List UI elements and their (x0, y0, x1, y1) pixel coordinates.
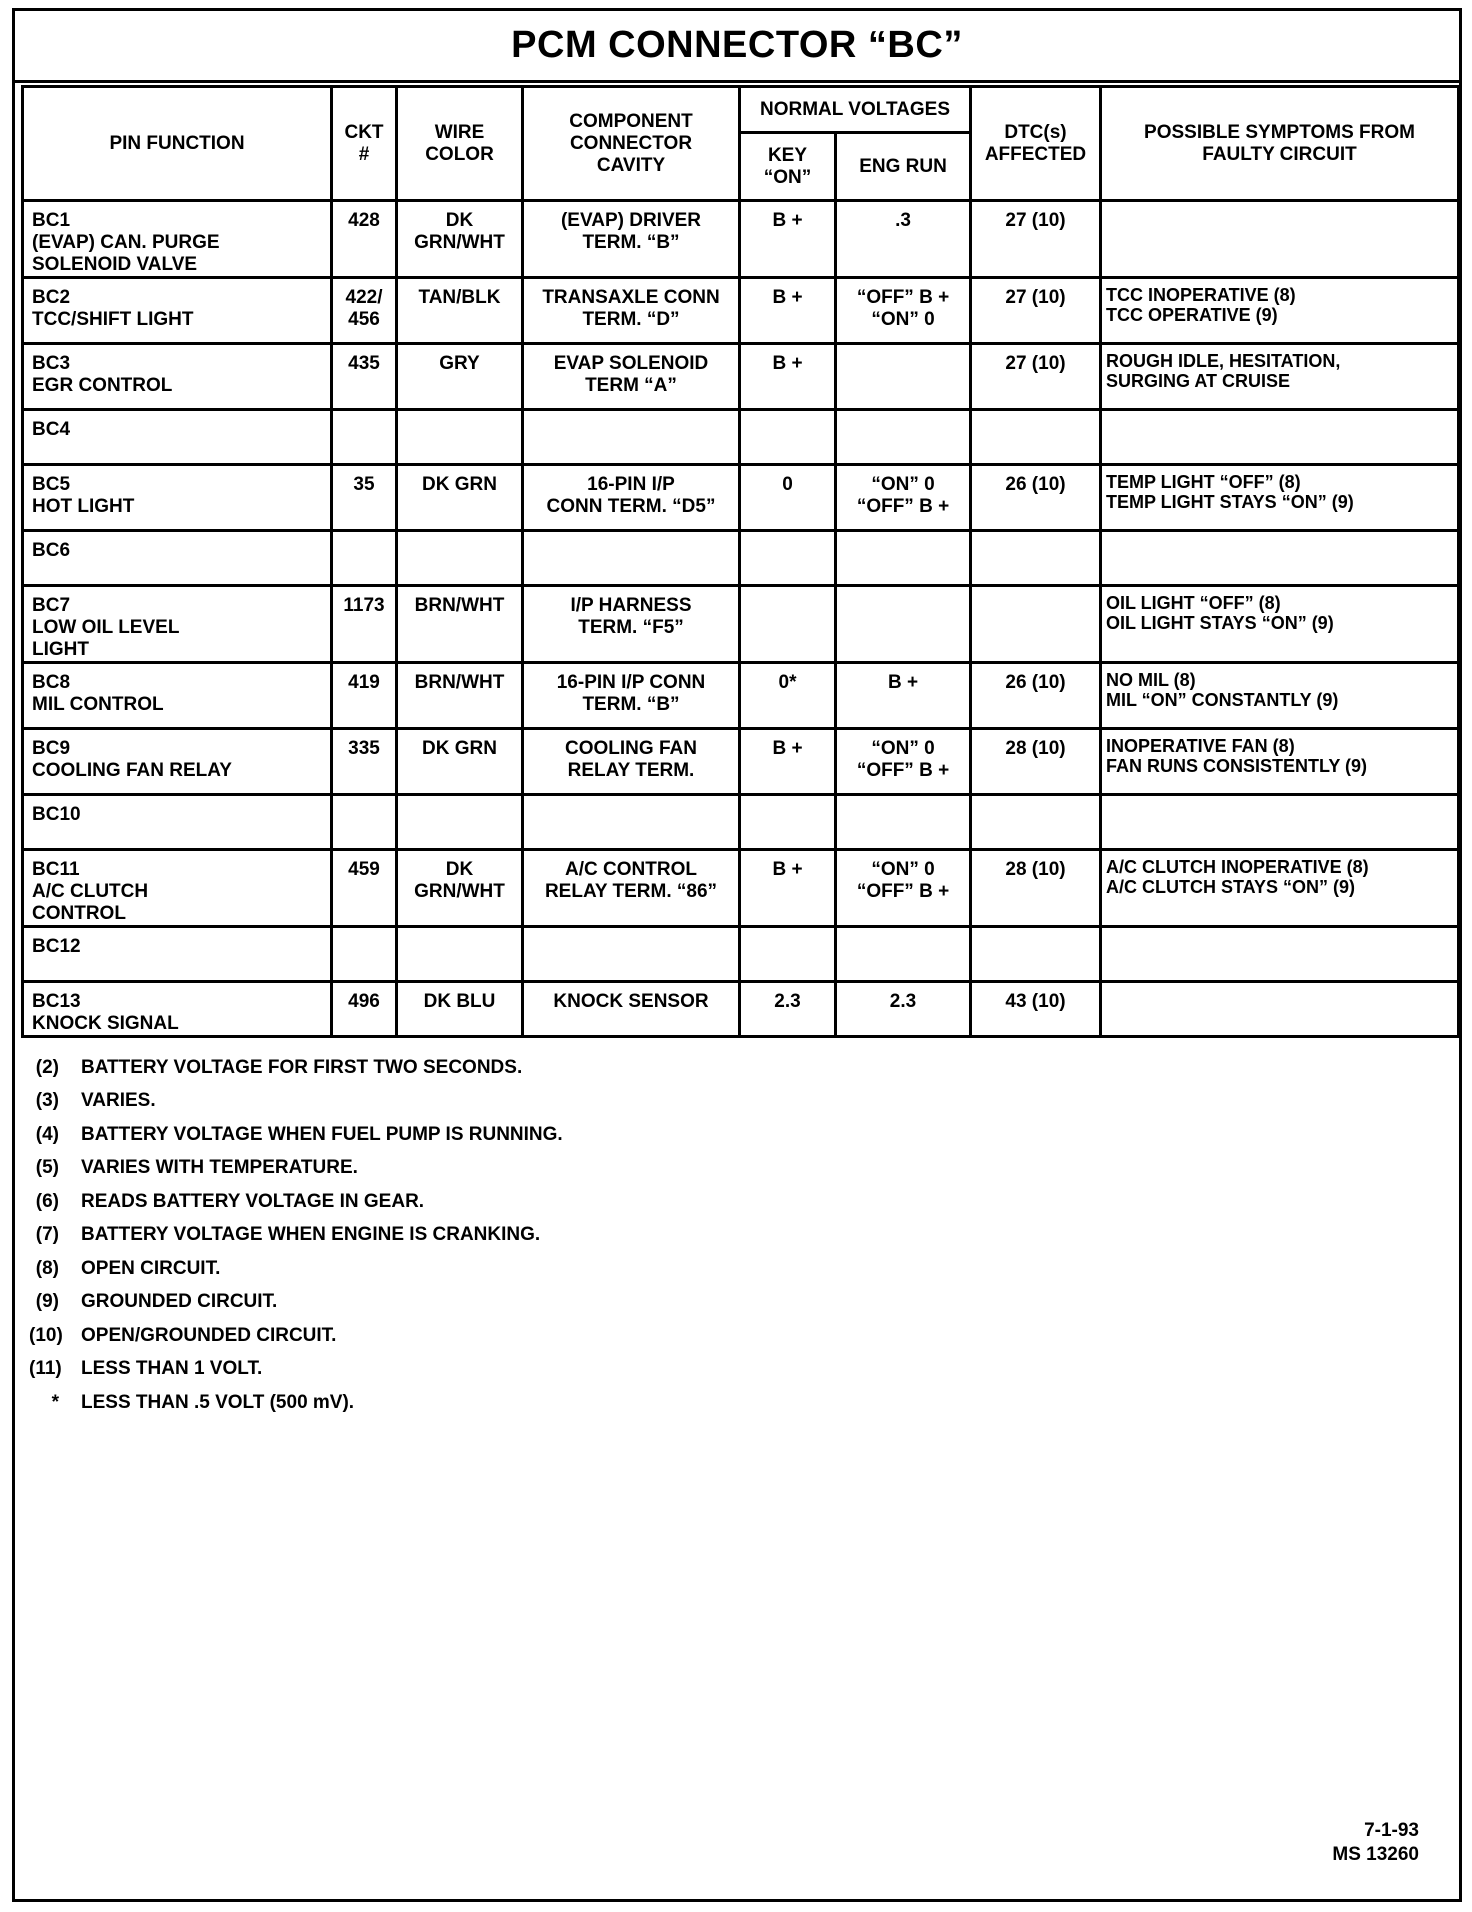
component-cell (523, 531, 740, 586)
pin-id: BC5 (32, 474, 71, 495)
footnote-item (29, 1118, 929, 1152)
ckt-cell: 419 (332, 663, 397, 729)
table-row (23, 344, 1459, 410)
pin-label: (EVAP) CAN. PURGE SOLENOID VALVE (32, 232, 220, 275)
pin-id: BC9 (32, 738, 71, 759)
wire-color-cell: TAN/BLK (397, 278, 523, 344)
eng-run-cell: “ON” 0 “OFF” B + (836, 465, 971, 531)
dtc-cell: 27 (10) (971, 201, 1101, 278)
pin-function-cell (23, 982, 332, 1037)
dtc-cell (971, 795, 1101, 850)
component-cell: 16-PIN I/P CONN TERM. “D5” (523, 465, 740, 531)
pin-function-cell (23, 344, 332, 410)
table-row (23, 729, 1459, 795)
eng-run-cell (836, 795, 971, 850)
eng-run-cell (836, 586, 971, 663)
pin-id: BC7 (32, 595, 71, 616)
wire-color-cell: DK GRN/WHT (397, 850, 523, 927)
ckt-cell (332, 795, 397, 850)
key-on-cell: 0 (740, 465, 836, 531)
header-key-on: KEY “ON” (740, 133, 836, 201)
footnote-text: BATTERY VOLTAGE FOR FIRST TWO SECONDS. (81, 1056, 523, 1078)
component-cell (523, 795, 740, 850)
footnote-item (29, 1386, 929, 1420)
ckt-cell: 35 (332, 465, 397, 531)
pin-id: BC6 (32, 540, 71, 561)
dtc-cell (971, 531, 1101, 586)
pin-id: BC8 (32, 672, 71, 693)
table-row (23, 586, 1459, 663)
pin-function-cell (23, 663, 332, 729)
footnote-key: (3) (35, 1090, 59, 1112)
ckt-cell (332, 410, 397, 465)
wire-color-cell: GRY (397, 344, 523, 410)
pin-label: COOLING FAN RELAY (32, 760, 232, 781)
pin-function-cell (23, 795, 332, 850)
wire-color-cell (397, 410, 523, 465)
footnote-item (29, 1051, 929, 1085)
pin-id: BC3 (32, 353, 71, 374)
component-cell: KNOCK SENSOR (523, 982, 740, 1037)
component-cell: COOLING FAN RELAY TERM. (523, 729, 740, 795)
eng-run-cell (836, 927, 971, 982)
pin-id: BC4 (32, 419, 71, 440)
symptoms-cell (1101, 927, 1459, 982)
footnote-item (29, 1219, 929, 1253)
dtc-cell: 26 (10) (971, 663, 1101, 729)
dtc-cell: 27 (10) (971, 344, 1101, 410)
page-title: PCM CONNECTOR “BC” (15, 11, 1459, 83)
table-row (23, 927, 1459, 982)
dtc-cell (971, 927, 1101, 982)
key-on-cell (740, 795, 836, 850)
header-pin-function: PIN FUNCTION (23, 87, 332, 201)
footnote-item (29, 1286, 929, 1320)
ckt-cell (332, 927, 397, 982)
eng-run-cell (836, 410, 971, 465)
dtc-cell: 28 (10) (971, 850, 1101, 927)
pin-label: KNOCK SIGNAL (32, 1013, 179, 1034)
header-component: COMPONENT CONNECTOR CAVITY (523, 87, 740, 201)
pin-label: EGR CONTROL (32, 375, 173, 396)
key-on-cell: B + (740, 729, 836, 795)
eng-run-cell: B + (836, 663, 971, 729)
pin-table (21, 85, 1460, 1038)
ckt-cell: 459 (332, 850, 397, 927)
dtc-cell (971, 410, 1101, 465)
footnote-key: (5) (35, 1157, 59, 1179)
key-on-cell: 0* (740, 663, 836, 729)
symptoms-cell (1101, 982, 1459, 1037)
pin-function-cell (23, 410, 332, 465)
footnote-text: LESS THAN .5 VOLT (500 mV). (81, 1391, 355, 1413)
header-dtc: DTC(s) AFFECTED (971, 87, 1101, 201)
footnote-item (29, 1252, 929, 1286)
table-row (23, 531, 1459, 586)
footnote-text: GROUNDED CIRCUIT. (81, 1291, 278, 1313)
pin-label: HOT LIGHT (32, 496, 135, 517)
eng-run-cell: “OFF” B + “ON” 0 (836, 278, 971, 344)
component-cell: 16-PIN I/P CONN TERM. “B” (523, 663, 740, 729)
component-cell: A/C CONTROL RELAY TERM. “86” (523, 850, 740, 927)
symptoms-cell: ROUGH IDLE, HESITATION, SURGING AT CRUISE (1101, 344, 1459, 410)
key-on-cell: B + (740, 278, 836, 344)
key-on-cell (740, 531, 836, 586)
header-ckt: CKT # (332, 87, 397, 201)
symptoms-cell: TEMP LIGHT “OFF” (8) TEMP LIGHT STAYS “ON” (9) (1101, 465, 1459, 531)
footnote-text: OPEN/GROUNDED CIRCUIT. (81, 1324, 337, 1346)
wire-color-cell: DK BLU (397, 982, 523, 1037)
wire-color-cell (397, 795, 523, 850)
header-symptoms: POSSIBLE SYMPTOMS FROM FAULTY CIRCUIT (1101, 87, 1459, 201)
eng-run-cell: .3 (836, 201, 971, 278)
symptoms-cell (1101, 201, 1459, 278)
header-normal-voltages: NORMAL VOLTAGES (740, 87, 971, 133)
header-eng-run: ENG RUN (836, 133, 971, 201)
table-row (23, 278, 1459, 344)
footnote-text: BATTERY VOLTAGE WHEN ENGINE IS CRANKING. (81, 1224, 541, 1246)
eng-run-cell (836, 344, 971, 410)
pin-id: BC13 (32, 991, 81, 1012)
wire-color-cell: DK GRN (397, 465, 523, 531)
table-row (23, 201, 1459, 278)
table-row (23, 465, 1459, 531)
table-row (23, 410, 1459, 465)
pin-function-cell (23, 586, 332, 663)
ckt-cell: 335 (332, 729, 397, 795)
eng-run-cell: “ON” 0 “OFF” B + (836, 729, 971, 795)
symptoms-cell: INOPERATIVE FAN (8) FAN RUNS CONSISTENTLY (9) (1101, 729, 1459, 795)
footnote-key: (2) (35, 1056, 59, 1078)
pin-label: LOW OIL LEVEL LIGHT (32, 617, 180, 660)
footnote-item (29, 1353, 929, 1387)
dtc-cell (971, 586, 1101, 663)
pin-function-cell (23, 850, 332, 927)
dtc-cell: 28 (10) (971, 729, 1101, 795)
table-row (23, 663, 1459, 729)
symptoms-cell (1101, 531, 1459, 586)
ckt-cell: 1173 (332, 586, 397, 663)
pin-function-cell (23, 729, 332, 795)
pin-function-cell (23, 465, 332, 531)
key-on-cell (740, 927, 836, 982)
document-footer (1332, 1819, 1419, 1867)
pin-function-cell (23, 531, 332, 586)
key-on-cell: B + (740, 201, 836, 278)
pin-label: A/C CLUTCH CONTROL (32, 881, 149, 924)
footnote-key: * (51, 1391, 59, 1413)
footnote-key: (10) (29, 1324, 63, 1346)
ckt-cell: 435 (332, 344, 397, 410)
footer-date: 7-1-93 (1364, 1820, 1419, 1841)
footnote-key: (9) (35, 1291, 59, 1313)
component-cell (523, 410, 740, 465)
pin-id: BC10 (32, 804, 81, 825)
key-on-cell: B + (740, 850, 836, 927)
ckt-cell: 428 (332, 201, 397, 278)
footnote-item (29, 1152, 929, 1186)
footnote-key: (7) (35, 1224, 59, 1246)
wire-color-cell (397, 927, 523, 982)
document-sheet (12, 8, 1462, 1902)
pin-function-cell (23, 278, 332, 344)
pin-label: TCC/SHIFT LIGHT (32, 309, 194, 330)
footnote-key: (11) (29, 1358, 62, 1380)
dtc-cell: 27 (10) (971, 278, 1101, 344)
symptoms-cell: OIL LIGHT “OFF” (8) OIL LIGHT STAYS “ON” (9) (1101, 586, 1459, 663)
component-cell: TRANSAXLE CONN TERM. “D” (523, 278, 740, 344)
footnotes (29, 1051, 929, 1420)
pin-label: MIL CONTROL (32, 694, 164, 715)
symptoms-cell: A/C CLUTCH INOPERATIVE (8) A/C CLUTCH STAYS “ON” (9) (1101, 850, 1459, 927)
wire-color-cell: BRN/WHT (397, 586, 523, 663)
component-cell: I/P HARNESS TERM. “F5” (523, 586, 740, 663)
wire-color-cell: DK GRN/WHT (397, 201, 523, 278)
ckt-cell: 496 (332, 982, 397, 1037)
symptoms-cell: TCC INOPERATIVE (8) TCC OPERATIVE (9) (1101, 278, 1459, 344)
footnote-key: (6) (35, 1190, 59, 1212)
table-row (23, 850, 1459, 927)
footnote-item (29, 1085, 929, 1119)
key-on-cell (740, 410, 836, 465)
pin-function-cell (23, 927, 332, 982)
key-on-cell: B + (740, 344, 836, 410)
wire-color-cell (397, 531, 523, 586)
footnote-text: VARIES. (81, 1090, 156, 1112)
pin-id: BC1 (32, 210, 71, 231)
footnote-text: VARIES WITH TEMPERATURE. (81, 1157, 358, 1179)
eng-run-cell: “ON” 0 “OFF” B + (836, 850, 971, 927)
table-row (23, 795, 1459, 850)
table-row (23, 982, 1459, 1037)
pin-id: BC2 (32, 287, 71, 308)
eng-run-cell (836, 531, 971, 586)
pin-function-cell (23, 201, 332, 278)
component-cell: EVAP SOLENOID TERM “A” (523, 344, 740, 410)
symptoms-cell (1101, 795, 1459, 850)
footnote-key: (8) (35, 1257, 59, 1279)
symptoms-cell (1101, 410, 1459, 465)
ckt-cell: 422/ 456 (332, 278, 397, 344)
footnote-item (29, 1319, 929, 1353)
symptoms-cell: NO MIL (8) MIL “ON” CONSTANTLY (9) (1101, 663, 1459, 729)
wire-color-cell: DK GRN (397, 729, 523, 795)
component-cell (523, 927, 740, 982)
ckt-cell (332, 531, 397, 586)
key-on-cell: 2.3 (740, 982, 836, 1037)
key-on-cell (740, 586, 836, 663)
pin-id: BC12 (32, 936, 81, 957)
wire-color-cell: BRN/WHT (397, 663, 523, 729)
footnote-text: READS BATTERY VOLTAGE IN GEAR. (81, 1190, 425, 1212)
footnote-item (29, 1185, 929, 1219)
dtc-cell: 26 (10) (971, 465, 1101, 531)
dtc-cell: 43 (10) (971, 982, 1101, 1037)
pin-id: BC11 (32, 859, 80, 880)
eng-run-cell: 2.3 (836, 982, 971, 1037)
header-wire-color: WIRE COLOR (397, 87, 523, 201)
component-cell: (EVAP) DRIVER TERM. “B” (523, 201, 740, 278)
footnote-text: LESS THAN 1 VOLT. (81, 1358, 263, 1380)
footnote-text: OPEN CIRCUIT. (81, 1257, 221, 1279)
footer-code: MS 13260 (1332, 1844, 1419, 1865)
footnote-text: BATTERY VOLTAGE WHEN FUEL PUMP IS RUNNING. (81, 1123, 563, 1145)
footnote-key: (4) (35, 1123, 59, 1145)
